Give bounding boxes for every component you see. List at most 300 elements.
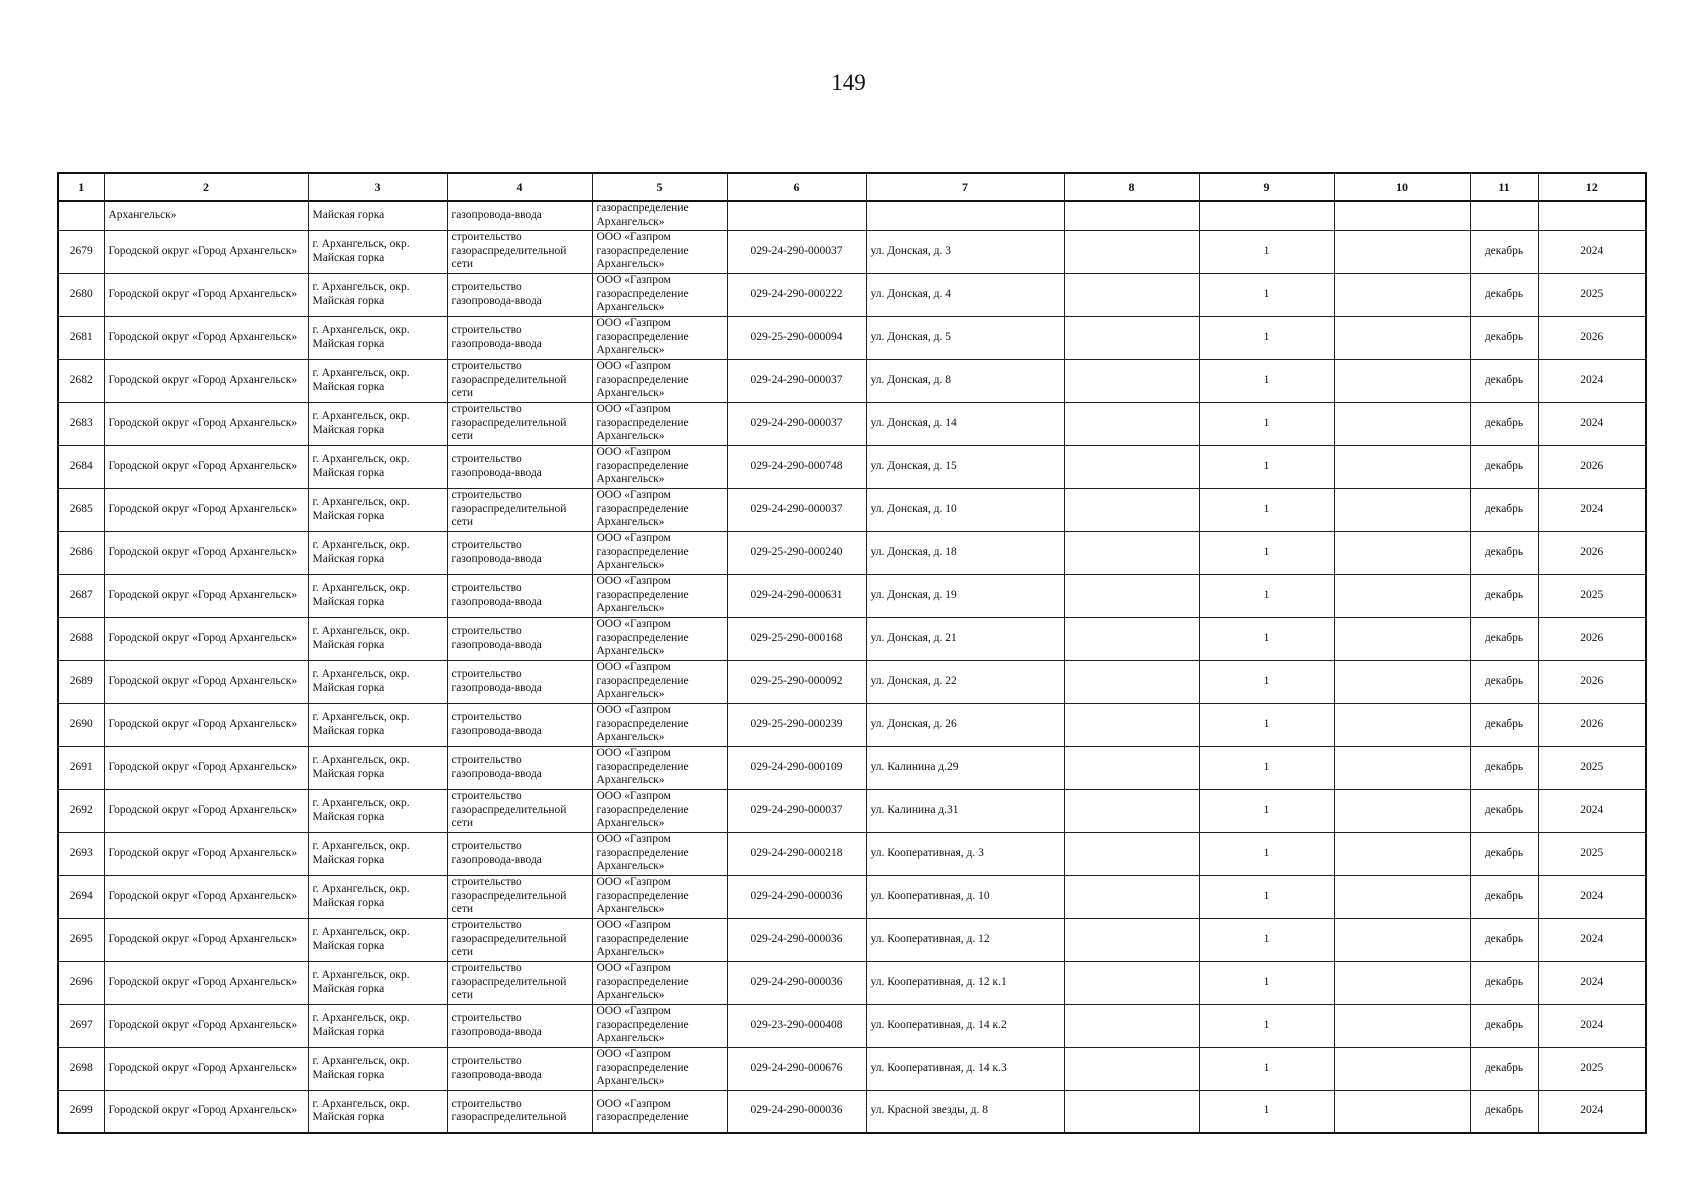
cell-municipality: Городской округ «Город Архангельск» (104, 359, 308, 402)
cell-municipality: Городской округ «Город Архангельск» (104, 574, 308, 617)
cell-address: ул. Донская, д. 3 (866, 230, 1064, 273)
cell-col10 (1334, 703, 1470, 746)
cell-organization: ООО «Газпром газораспределение Архангельск» (592, 961, 727, 1004)
cell-year: 2025 (1538, 273, 1646, 316)
cell-code: 029-24-290-000037 (727, 488, 866, 531)
table-row (58, 230, 1646, 273)
cell-code: 029-25-290-000239 (727, 703, 866, 746)
cell-municipality: Городской округ «Город Архангельск» (104, 918, 308, 961)
cell-year: 2024 (1538, 402, 1646, 445)
cell-num: 2679 (58, 230, 104, 273)
cell-address: ул. Красной звезды, д. 8 (866, 1090, 1064, 1133)
cell-col8 (1064, 1090, 1199, 1133)
table-row (58, 445, 1646, 488)
cell-col9: 1 (1199, 1090, 1334, 1133)
table-body (58, 201, 1646, 1133)
cell-location: г. Архангельск, окр. Майская горка (308, 531, 447, 574)
cell-col8 (1064, 445, 1199, 488)
cell-organization: ООО «Газпром газораспределение Архангельск» (592, 531, 727, 574)
cell-work-type: строительство газопровода-ввода (447, 617, 592, 660)
column-header-5: 5 (592, 173, 727, 201)
cell-location: г. Архангельск, окр. Майская горка (308, 488, 447, 531)
cell-num: 2685 (58, 488, 104, 531)
table-row (58, 1004, 1646, 1047)
cell-year: 2026 (1538, 445, 1646, 488)
cell-work-type: строительство газопровода-ввода (447, 316, 592, 359)
cell-code: 029-24-290-000036 (727, 875, 866, 918)
cell-col9: 1 (1199, 402, 1334, 445)
cell-code: 029-24-290-000036 (727, 961, 866, 1004)
cell-location: г. Архангельск, окр. Майская горка (308, 918, 447, 961)
cell-month: декабрь (1470, 660, 1538, 703)
table-row (58, 961, 1646, 1004)
cell-work-type: строительство газопровода-ввода (447, 703, 592, 746)
cell-month: декабрь (1470, 918, 1538, 961)
cell-col9: 1 (1199, 617, 1334, 660)
cell-col10 (1334, 961, 1470, 1004)
cell-code: 029-24-290-000037 (727, 230, 866, 273)
cell-code: 029-24-290-000631 (727, 574, 866, 617)
cell-col9: 1 (1199, 703, 1334, 746)
cell-municipality: Городской округ «Город Архангельск» (104, 273, 308, 316)
cell-col10 (1334, 875, 1470, 918)
cell-col8 (1064, 316, 1199, 359)
cell-num: 2696 (58, 961, 104, 1004)
cell-location: г. Архангельск, окр. Майская горка (308, 746, 447, 789)
column-header-8: 8 (1064, 173, 1199, 201)
table-row (58, 574, 1646, 617)
cell-year: 2026 (1538, 660, 1646, 703)
cell-year: 2025 (1538, 832, 1646, 875)
table-row (58, 918, 1646, 961)
cell-col10 (1334, 531, 1470, 574)
cell-location: г. Архангельск, окр. Майская горка (308, 402, 447, 445)
cell-col9: 1 (1199, 746, 1334, 789)
page-number: 149 (831, 70, 866, 95)
cell-col10 (1334, 402, 1470, 445)
cell-col8 (1064, 875, 1199, 918)
cell-code: 029-25-290-000240 (727, 531, 866, 574)
cell-address: ул. Донская, д. 4 (866, 273, 1064, 316)
table-row (58, 703, 1646, 746)
cell-work-type: строительство газораспределительной сети (447, 402, 592, 445)
cell-work-type: строительство газопровода-ввода (447, 445, 592, 488)
cell-num: 2698 (58, 1047, 104, 1090)
cell-municipality: Городской округ «Город Архангельск» (104, 660, 308, 703)
cell-code: 029-24-290-000037 (727, 402, 866, 445)
cell-col8 (1064, 961, 1199, 1004)
cell-num: 2699 (58, 1090, 104, 1133)
cell-code: 029-24-290-000676 (727, 1047, 866, 1090)
cell-month: декабрь (1470, 574, 1538, 617)
cell-num: 2697 (58, 1004, 104, 1047)
cell-col10 (1334, 230, 1470, 273)
cell-col10 (1334, 445, 1470, 488)
cell-location: г. Архангельск, окр. Майская горка (308, 875, 447, 918)
header-row (58, 173, 1646, 201)
cell-month: декабрь (1470, 488, 1538, 531)
cell-col10 (1334, 359, 1470, 402)
cell-municipality: Городской округ «Город Архангельск» (104, 488, 308, 531)
cell-organization: ООО «Газпром газораспределение Архангельск» (592, 1047, 727, 1090)
cell-address: ул. Донская, д. 5 (866, 316, 1064, 359)
table-row (58, 746, 1646, 789)
cell-month (1470, 201, 1538, 230)
cell-year: 2026 (1538, 703, 1646, 746)
cell-month: декабрь (1470, 703, 1538, 746)
cell-location: г. Архангельск, окр. Майская горка (308, 660, 447, 703)
cell-month: декабрь (1470, 1090, 1538, 1133)
table-row (58, 273, 1646, 316)
column-header-10: 10 (1334, 173, 1470, 201)
cell-col9: 1 (1199, 359, 1334, 402)
cell-organization: ООО «Газпром газораспределение (592, 1090, 727, 1133)
cell-year: 2024 (1538, 359, 1646, 402)
cell-work-type: строительство газораспределительной сети (447, 918, 592, 961)
cell-col9: 1 (1199, 445, 1334, 488)
continuation-row (58, 201, 1646, 230)
cell-col10 (1334, 574, 1470, 617)
cell-code: 029-24-290-000037 (727, 359, 866, 402)
cell-municipality: Городской округ «Город Архангельск» (104, 1004, 308, 1047)
cell-num: 2691 (58, 746, 104, 789)
cell-year: 2024 (1538, 1090, 1646, 1133)
cell-code: 029-24-290-000109 (727, 746, 866, 789)
table-row (58, 1090, 1646, 1133)
cell-col8 (1064, 660, 1199, 703)
cell-work-type: строительство газопровода-ввода (447, 531, 592, 574)
cell-location: г. Архангельск, окр. Майская горка (308, 574, 447, 617)
cell-work-type: строительство газопровода-ввода (447, 832, 592, 875)
cell-address: ул. Донская, д. 14 (866, 402, 1064, 445)
cell-num: 2693 (58, 832, 104, 875)
cell-work-type: строительство газораспределительной (447, 1090, 592, 1133)
cell-col8 (1064, 531, 1199, 574)
cell-work-type: строительство газопровода-ввода (447, 273, 592, 316)
cell-month: декабрь (1470, 1047, 1538, 1090)
cell-month: декабрь (1470, 1004, 1538, 1047)
cell-year: 2024 (1538, 918, 1646, 961)
cell-year: 2024 (1538, 230, 1646, 273)
cell-num: 2680 (58, 273, 104, 316)
cell-organization: ООО «Газпром газораспределение Архангельск» (592, 875, 727, 918)
table-row (58, 789, 1646, 832)
cell-address: ул. Кооперативная, д. 12 к.1 (866, 961, 1064, 1004)
cell-col10 (1334, 201, 1470, 230)
cell-col9: 1 (1199, 1004, 1334, 1047)
column-header-11: 11 (1470, 173, 1538, 201)
cell-location: г. Архангельск, окр. Майская горка (308, 617, 447, 660)
cell-municipality: Городской округ «Город Архангельск» (104, 789, 308, 832)
column-header-7: 7 (866, 173, 1064, 201)
cell-organization: ООО «Газпром газораспределение Архангельск» (592, 789, 727, 832)
cell-municipality: Городской округ «Город Архангельск» (104, 1090, 308, 1133)
cell-col9: 1 (1199, 488, 1334, 531)
cell-col10 (1334, 918, 1470, 961)
cell-work-type: строительство газораспределительной сети (447, 789, 592, 832)
cell-municipality: Городской округ «Город Архангельск» (104, 402, 308, 445)
cell-code: 029-24-290-000036 (727, 918, 866, 961)
cell-work-type: газопровода-ввода (447, 201, 592, 230)
cell-col10 (1334, 1047, 1470, 1090)
cell-location: г. Архангельск, окр. Майская горка (308, 1004, 447, 1047)
cell-location: г. Архангельск, окр. Майская горка (308, 1090, 447, 1133)
cell-month: декабрь (1470, 273, 1538, 316)
column-header-6: 6 (727, 173, 866, 201)
cell-organization: ООО «Газпром газораспределение Архангельск» (592, 703, 727, 746)
cell-col8 (1064, 273, 1199, 316)
cell-num: 2692 (58, 789, 104, 832)
cell-col8 (1064, 746, 1199, 789)
cell-year (1538, 201, 1646, 230)
cell-num (58, 201, 104, 230)
cell-location: Майская горка (308, 201, 447, 230)
cell-col10 (1334, 746, 1470, 789)
cell-address: ул. Калинина д.31 (866, 789, 1064, 832)
cell-col8 (1064, 703, 1199, 746)
cell-code: 029-24-290-000218 (727, 832, 866, 875)
column-header-2: 2 (104, 173, 308, 201)
cell-address: ул. Донская, д. 15 (866, 445, 1064, 488)
cell-municipality: Городской округ «Город Архангельск» (104, 445, 308, 488)
cell-organization: ООО «Газпром газораспределение Архангельск» (592, 660, 727, 703)
cell-work-type: строительство газораспределительной сети (447, 230, 592, 273)
cell-col8 (1064, 918, 1199, 961)
cell-year: 2024 (1538, 789, 1646, 832)
cell-col9: 1 (1199, 531, 1334, 574)
cell-municipality: Городской округ «Город Архангельск» (104, 703, 308, 746)
cell-col10 (1334, 1004, 1470, 1047)
cell-year: 2026 (1538, 316, 1646, 359)
cell-month: декабрь (1470, 875, 1538, 918)
cell-num: 2694 (58, 875, 104, 918)
cell-municipality: Городской округ «Город Архангельск» (104, 875, 308, 918)
cell-municipality: Городской округ «Город Архангельск» (104, 961, 308, 1004)
cell-col10 (1334, 273, 1470, 316)
cell-col10 (1334, 832, 1470, 875)
cell-municipality: Городской округ «Город Архангельск» (104, 1047, 308, 1090)
cell-code: 029-24-290-000748 (727, 445, 866, 488)
cell-organization: газораспределение Архангельск» (592, 201, 727, 230)
cell-num: 2686 (58, 531, 104, 574)
table-row (58, 488, 1646, 531)
cell-num: 2681 (58, 316, 104, 359)
cell-work-type: строительство газопровода-ввода (447, 746, 592, 789)
column-header-12: 12 (1538, 173, 1646, 201)
cell-location: г. Архангельск, окр. Майская горка (308, 445, 447, 488)
table-row (58, 617, 1646, 660)
cell-month: декабрь (1470, 402, 1538, 445)
cell-month: декабрь (1470, 832, 1538, 875)
cell-col9: 1 (1199, 316, 1334, 359)
cell-col9: 1 (1199, 832, 1334, 875)
cell-num: 2688 (58, 617, 104, 660)
cell-address: ул. Донская, д. 26 (866, 703, 1064, 746)
cell-municipality: Городской округ «Город Архангельск» (104, 316, 308, 359)
column-header-9: 9 (1199, 173, 1334, 201)
cell-location: г. Архангельск, окр. Майская горка (308, 789, 447, 832)
cell-address: ул. Донская, д. 18 (866, 531, 1064, 574)
cell-code: 029-25-290-000094 (727, 316, 866, 359)
cell-address: ул. Кооперативная, д. 12 (866, 918, 1064, 961)
cell-col9: 1 (1199, 961, 1334, 1004)
cell-organization: ООО «Газпром газораспределение Архангельск» (592, 746, 727, 789)
table-row (58, 832, 1646, 875)
cell-organization: ООО «Газпром газораспределение Архангельск» (592, 617, 727, 660)
cell-year: 2024 (1538, 961, 1646, 1004)
cell-num: 2682 (58, 359, 104, 402)
cell-num: 2690 (58, 703, 104, 746)
cell-work-type: строительство газораспределительной сети (447, 488, 592, 531)
cell-col8 (1064, 359, 1199, 402)
cell-organization: ООО «Газпром газораспределение Архангельск» (592, 574, 727, 617)
cell-address (866, 201, 1064, 230)
cell-year: 2024 (1538, 1004, 1646, 1047)
cell-num: 2683 (58, 402, 104, 445)
cell-municipality: Городской округ «Город Архангельск» (104, 230, 308, 273)
cell-municipality: Архангельск» (104, 201, 308, 230)
cell-work-type: строительство газопровода-ввода (447, 1004, 592, 1047)
column-header-1: 1 (58, 173, 104, 201)
cell-work-type: строительство газопровода-ввода (447, 660, 592, 703)
cell-month: декабрь (1470, 961, 1538, 1004)
cell-col10 (1334, 316, 1470, 359)
cell-col8 (1064, 1047, 1199, 1090)
cell-address: ул. Донская, д. 8 (866, 359, 1064, 402)
cell-code: 029-25-290-000092 (727, 660, 866, 703)
cell-work-type: строительство газораспределительной сети (447, 875, 592, 918)
cell-organization: ООО «Газпром газораспределение Архангельск» (592, 402, 727, 445)
cell-organization: ООО «Газпром газораспределение Архангельск» (592, 316, 727, 359)
cell-work-type: строительство газораспределительной сети (447, 961, 592, 1004)
cell-organization: ООО «Газпром газораспределение Архангельск» (592, 832, 727, 875)
cell-month: декабрь (1470, 617, 1538, 660)
cell-col8 (1064, 201, 1199, 230)
cell-code (727, 201, 866, 230)
cell-code: 029-25-290-000168 (727, 617, 866, 660)
cell-col10 (1334, 488, 1470, 531)
cell-organization: ООО «Газпром газораспределение Архангельск» (592, 359, 727, 402)
cell-col9: 1 (1199, 230, 1334, 273)
column-header-3: 3 (308, 173, 447, 201)
cell-municipality: Городской округ «Город Архангельск» (104, 832, 308, 875)
table-row (58, 359, 1646, 402)
cell-col9: 1 (1199, 574, 1334, 617)
cell-work-type: строительство газопровода-ввода (447, 574, 592, 617)
cell-address: ул. Кооперативная, д. 14 к.3 (866, 1047, 1064, 1090)
cell-municipality: Городской округ «Город Архангельск» (104, 746, 308, 789)
cell-col10 (1334, 660, 1470, 703)
cell-address: ул. Кооперативная, д. 10 (866, 875, 1064, 918)
cell-address: ул. Кооперативная, д. 14 к.2 (866, 1004, 1064, 1047)
cell-location: г. Архангельск, окр. Майская горка (308, 703, 447, 746)
cell-organization: ООО «Газпром газораспределение Архангельск» (592, 488, 727, 531)
cell-col10 (1334, 617, 1470, 660)
cell-month: декабрь (1470, 789, 1538, 832)
cell-num: 2689 (58, 660, 104, 703)
cell-col10 (1334, 789, 1470, 832)
cell-address: ул. Донская, д. 21 (866, 617, 1064, 660)
cell-col10 (1334, 1090, 1470, 1133)
cell-year: 2026 (1538, 617, 1646, 660)
cell-year: 2024 (1538, 488, 1646, 531)
table-row (58, 1047, 1646, 1090)
cell-month: декабрь (1470, 531, 1538, 574)
cell-location: г. Архангельск, окр. Майская горка (308, 359, 447, 402)
cell-col9: 1 (1199, 789, 1334, 832)
cell-month: декабрь (1470, 316, 1538, 359)
column-header-4: 4 (447, 173, 592, 201)
cell-month: декабрь (1470, 359, 1538, 402)
cell-organization: ООО «Газпром газораспределение Архангельск» (592, 918, 727, 961)
cell-col8 (1064, 230, 1199, 273)
cell-organization: ООО «Газпром газораспределение Архангельск» (592, 1004, 727, 1047)
cell-address: ул. Донская, д. 22 (866, 660, 1064, 703)
cell-col9: 1 (1199, 660, 1334, 703)
cell-work-type: строительство газопровода-ввода (447, 1047, 592, 1090)
table-row (58, 316, 1646, 359)
cell-month: декабрь (1470, 746, 1538, 789)
cell-col9: 1 (1199, 1047, 1334, 1090)
cell-col8 (1064, 488, 1199, 531)
cell-address: ул. Калинина д.29 (866, 746, 1064, 789)
cell-col8 (1064, 402, 1199, 445)
cell-municipality: Городской округ «Город Архангельск» (104, 531, 308, 574)
cell-location: г. Архангельск, окр. Майская горка (308, 832, 447, 875)
cell-col8 (1064, 617, 1199, 660)
cell-organization: ООО «Газпром газораспределение Архангельск» (592, 230, 727, 273)
cell-col9: 1 (1199, 273, 1334, 316)
cell-address: ул. Кооперативная, д. 3 (866, 832, 1064, 875)
cell-work-type: строительство газораспределительной сети (447, 359, 592, 402)
cell-num: 2687 (58, 574, 104, 617)
cell-organization: ООО «Газпром газораспределение Архангельск» (592, 273, 727, 316)
cell-year: 2025 (1538, 1047, 1646, 1090)
table-row (58, 660, 1646, 703)
cell-year: 2025 (1538, 746, 1646, 789)
cell-address: ул. Донская, д. 10 (866, 488, 1064, 531)
cell-col9 (1199, 201, 1334, 230)
cell-num: 2695 (58, 918, 104, 961)
cell-col8 (1064, 789, 1199, 832)
cell-year: 2024 (1538, 875, 1646, 918)
table-row (58, 402, 1646, 445)
cell-col9: 1 (1199, 918, 1334, 961)
cell-location: г. Архангельск, окр. Майская горка (308, 1047, 447, 1090)
cell-location: г. Архангельск, окр. Майская горка (308, 273, 447, 316)
cell-location: г. Архангельск, окр. Майская горка (308, 316, 447, 359)
cell-location: г. Архангельск, окр. Майская горка (308, 961, 447, 1004)
cell-year: 2026 (1538, 531, 1646, 574)
cell-code: 029-23-290-000408 (727, 1004, 866, 1047)
table-row (58, 531, 1646, 574)
cell-organization: ООО «Газпром газораспределение Архангельск» (592, 445, 727, 488)
cell-year: 2025 (1538, 574, 1646, 617)
cell-municipality: Городской округ «Город Архангельск» (104, 617, 308, 660)
cell-code: 029-24-290-000037 (727, 789, 866, 832)
cell-code: 029-24-290-000036 (727, 1090, 866, 1133)
cell-month: декабрь (1470, 445, 1538, 488)
cell-location: г. Архангельск, окр. Майская горка (308, 230, 447, 273)
data-table (57, 172, 1647, 1134)
cell-col8 (1064, 832, 1199, 875)
cell-month: декабрь (1470, 230, 1538, 273)
cell-address: ул. Донская, д. 19 (866, 574, 1064, 617)
cell-code: 029-24-290-000222 (727, 273, 866, 316)
cell-col9: 1 (1199, 875, 1334, 918)
table-row (58, 875, 1646, 918)
cell-num: 2684 (58, 445, 104, 488)
